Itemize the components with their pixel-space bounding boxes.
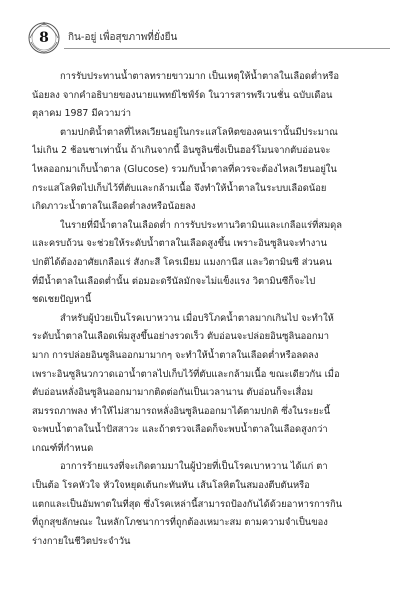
text-line: ตามปกติน้ำตาลที่ไหลเวียนอยู่ในกระแสโลหิตของคนเรานั้นมีประมาณ	[60, 126, 338, 138]
text-line: กระแสโลหิตไปเก็บไว้ที่ตับและกล้ามเนื้อ จึงทำให้น้ำตาลในระบบเลือดน้อย	[32, 182, 327, 194]
paragraph	[32, 68, 374, 124]
paragraph	[32, 458, 374, 551]
text-line: ชดเชยปัญหานี้	[32, 294, 92, 306]
text-line: ในรายที่มีน้ำตาลในเลือดต่ำ การรับประทานวิตามินและเกลือแร่ที่สมดุล	[60, 219, 343, 231]
page-header	[20, 18, 390, 58]
text-line: จะพบน้ำตาลในน้ำปัสสาวะ และถ้าตรวจเลือดก็จะพบน้ำตาลในเลือดสูงกว่า	[32, 424, 328, 436]
text-line: ไม่เกิน 2 ช้อนชาเท่านั้น ถ้าเกินจากนี้ อินซูลินซึ่งเป็นฮอร์โมนจากตับอ่อนจะ	[32, 145, 331, 157]
paragraph	[32, 124, 374, 217]
text-line: เกิดภาวะน้ำตาลในเลือดต่ำลงหรือน้อยลง	[32, 201, 196, 213]
paragraph	[32, 310, 374, 459]
text-line: มาก การปล่อยอินซูลินออกมามากๆ จะทำให้น้ำตาลในเลือดต่ำหรือลดลง	[32, 349, 319, 361]
paragraph	[32, 217, 374, 310]
text-line: และครบถ้วน จะช่วยให้ระดับน้ำตาลในเลือดสูงขึ้น เพราะอินซูลินจะทำงาน	[32, 238, 327, 250]
text-line: เพราะอินซูลินวกวาดเอาน้ำตาลไปเก็บไว้ที่ตับและกล้ามเนื้อ ขณะเดียวกัน เมื่อ	[32, 368, 340, 380]
text-line: เกณฑ์ที่กำหนด	[32, 442, 94, 454]
text-line: อาการร้ายแรงที่จะเกิดตามมาในผู้ป่วยที่เป็นโรคเบาหวาน ได้แก่ ตา	[60, 461, 328, 473]
text-line: แตกและเป็นอัมพาตในที่สุด ซึ่งโรคเหล่านี้สามารถป้องกันได้ด้วยอาหารการกิน	[32, 498, 343, 510]
text-line: ไหลออกมาเก็บน้ำตาล (Glucose) รวมกับน้ำตาลที่ควรจะต้องไหลเวียนอยู่ใน	[32, 163, 337, 175]
text-line: สมรรถภาพลง ทำให้ไม่สามารถหลั่งอินซูลินออกมาได้ตามปกติ ซึ่งในระยะนี้	[32, 405, 331, 417]
text-line: ที่มีน้ำตาลในเลือดต่ำนั้น ต่อมอะดรีนัลมักจะไม่แข็งแรง วิตามินซีก็จะไป	[32, 275, 316, 287]
text-line: ตับอ่อนหลั่งอินซูลินออกมามากติดต่อกันเป็นเวลานาน ตับอ่อนก็จะเสื่อม	[32, 387, 314, 399]
text-line: เป็นต้อ โรคหัวใจ หัวใจหยุดเต้นกะทันหัน เส้นโลหิตในสมองตีบตันหรือ	[32, 480, 310, 492]
text-line: ที่ถูกสุขลักษณะ ในหลักโภชนาการที่ถูกต้องเหมาะสม ตามความจำเป็นของ	[32, 517, 328, 529]
text-line: ตุลาคม 1987 มีความว่า	[32, 108, 132, 120]
running-title: กิน-อยู่ เพื่อสุขภาพที่ยั่งยืน	[68, 32, 178, 43]
body-text	[32, 68, 374, 551]
header-divider	[64, 48, 390, 49]
text-line: ระดับน้ำตาลในเลือดเพิ่มสูงขึ้นอย่างรวดเร็ว ตับอ่อนจะปล่อยอินซูลินออกมา	[32, 331, 330, 343]
text-line: สำหรับผู้ป่วยเป็นโรคเบาหวาน เมื่อบริโภคน้ำตาลมากเกินไป จะทำให้	[60, 312, 334, 324]
text-line: ปกติได้ต้องอาศัยเกลือแร่ สังกะสี โครเมียม แมงกานีส และวิตามินซี ส่วนคน	[32, 256, 332, 268]
text-line: น้อยลง จากคำอธิบายของนายแพทย์ไชฟ์ร์ด ในวารสารพรีเวนชั่น ฉบับเดือน	[32, 89, 333, 101]
page-number: 8	[39, 30, 49, 46]
text-line: การรับประทานน้ำตาลทรายขาวมาก เป็นเหตุให้น้ำตาลในเลือดต่ำหรือ	[60, 71, 340, 82]
text-line: ร่างกายในชีวิตประจำวัน	[32, 535, 131, 547]
